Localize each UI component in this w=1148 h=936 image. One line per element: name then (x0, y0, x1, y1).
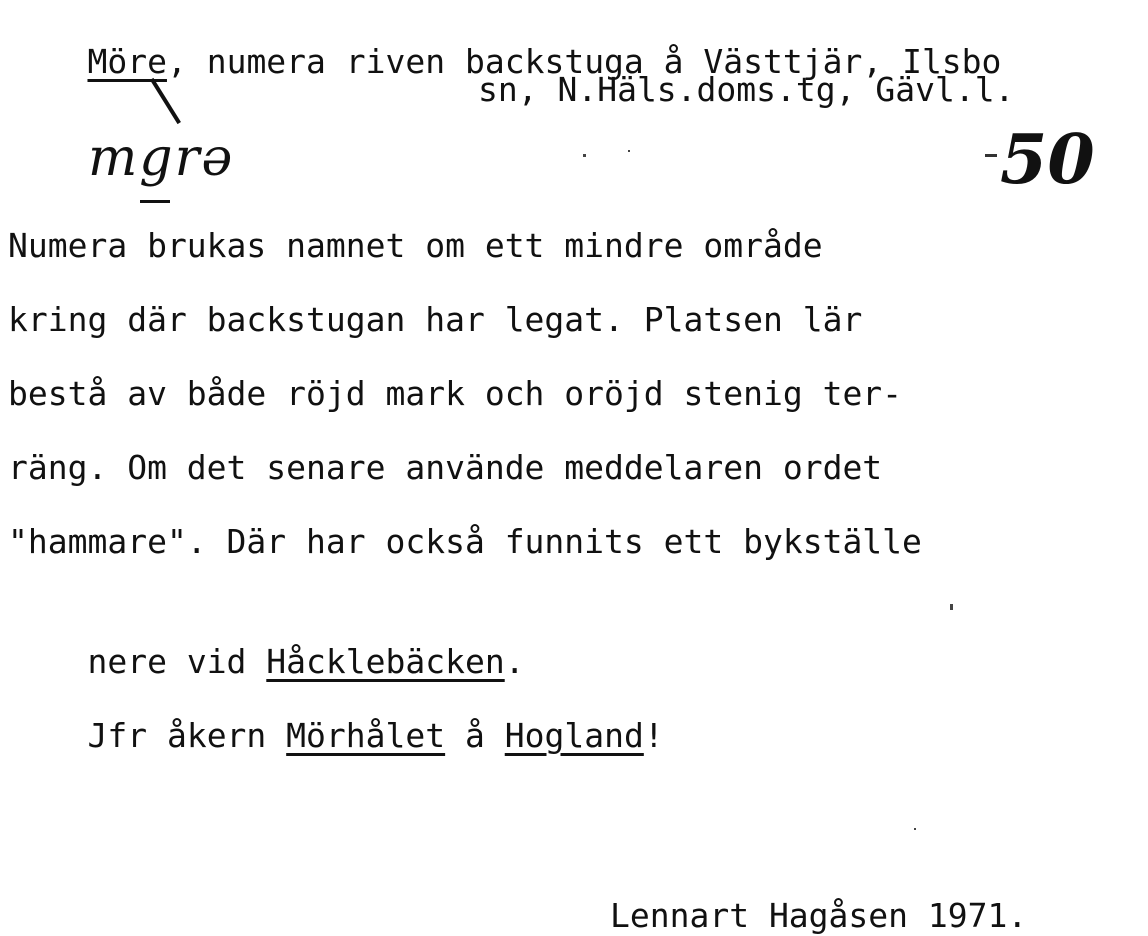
scan-speck (950, 604, 953, 610)
compare-middle: å (445, 716, 505, 755)
scan-speck (914, 828, 916, 830)
compare-line (8, 676, 664, 796)
place-name-morhalet: Mörhålet (286, 716, 446, 755)
headword: Möre (87, 42, 167, 81)
scan-speck (583, 154, 586, 157)
header-line-2: sn, N.Häls.doms.tg, Gävl.l. (478, 70, 1015, 109)
compare-prefix: Jfr åkern (87, 716, 287, 755)
body-line-6-suffix: . (504, 642, 525, 681)
pronunciation-handwritten: mgrə (88, 128, 235, 188)
card-number-dash (985, 154, 997, 157)
body-line-3: bestå av både röjd mark och oröjd stenig ter- (8, 374, 903, 413)
place-name-hogland: Hogland (504, 716, 644, 755)
pronunciation-underline (140, 200, 170, 203)
card-number-handwritten: 50 (1000, 120, 1095, 200)
scan-speck (628, 150, 630, 152)
body-line-6-prefix: nere vid (87, 642, 267, 681)
body-line-2: kring där backstugan har legat. Platsen lär (8, 300, 863, 339)
body-line-5: "hammare". Där har också funnits ett bykställe (8, 522, 922, 561)
body-line-4: räng. Om det senare använde meddelaren ordet (8, 448, 883, 487)
compare-suffix: ! (643, 716, 664, 755)
header-location-text: , numera riven backstuga å Västtjär, Ilsbo (166, 42, 1002, 81)
body-line-1: Numera brukas namnet om ett mindre område (8, 226, 823, 265)
place-name-hacklebacken: Håcklebäcken (266, 642, 505, 681)
signature: Lennart Hagåsen 1971. (610, 896, 1028, 935)
